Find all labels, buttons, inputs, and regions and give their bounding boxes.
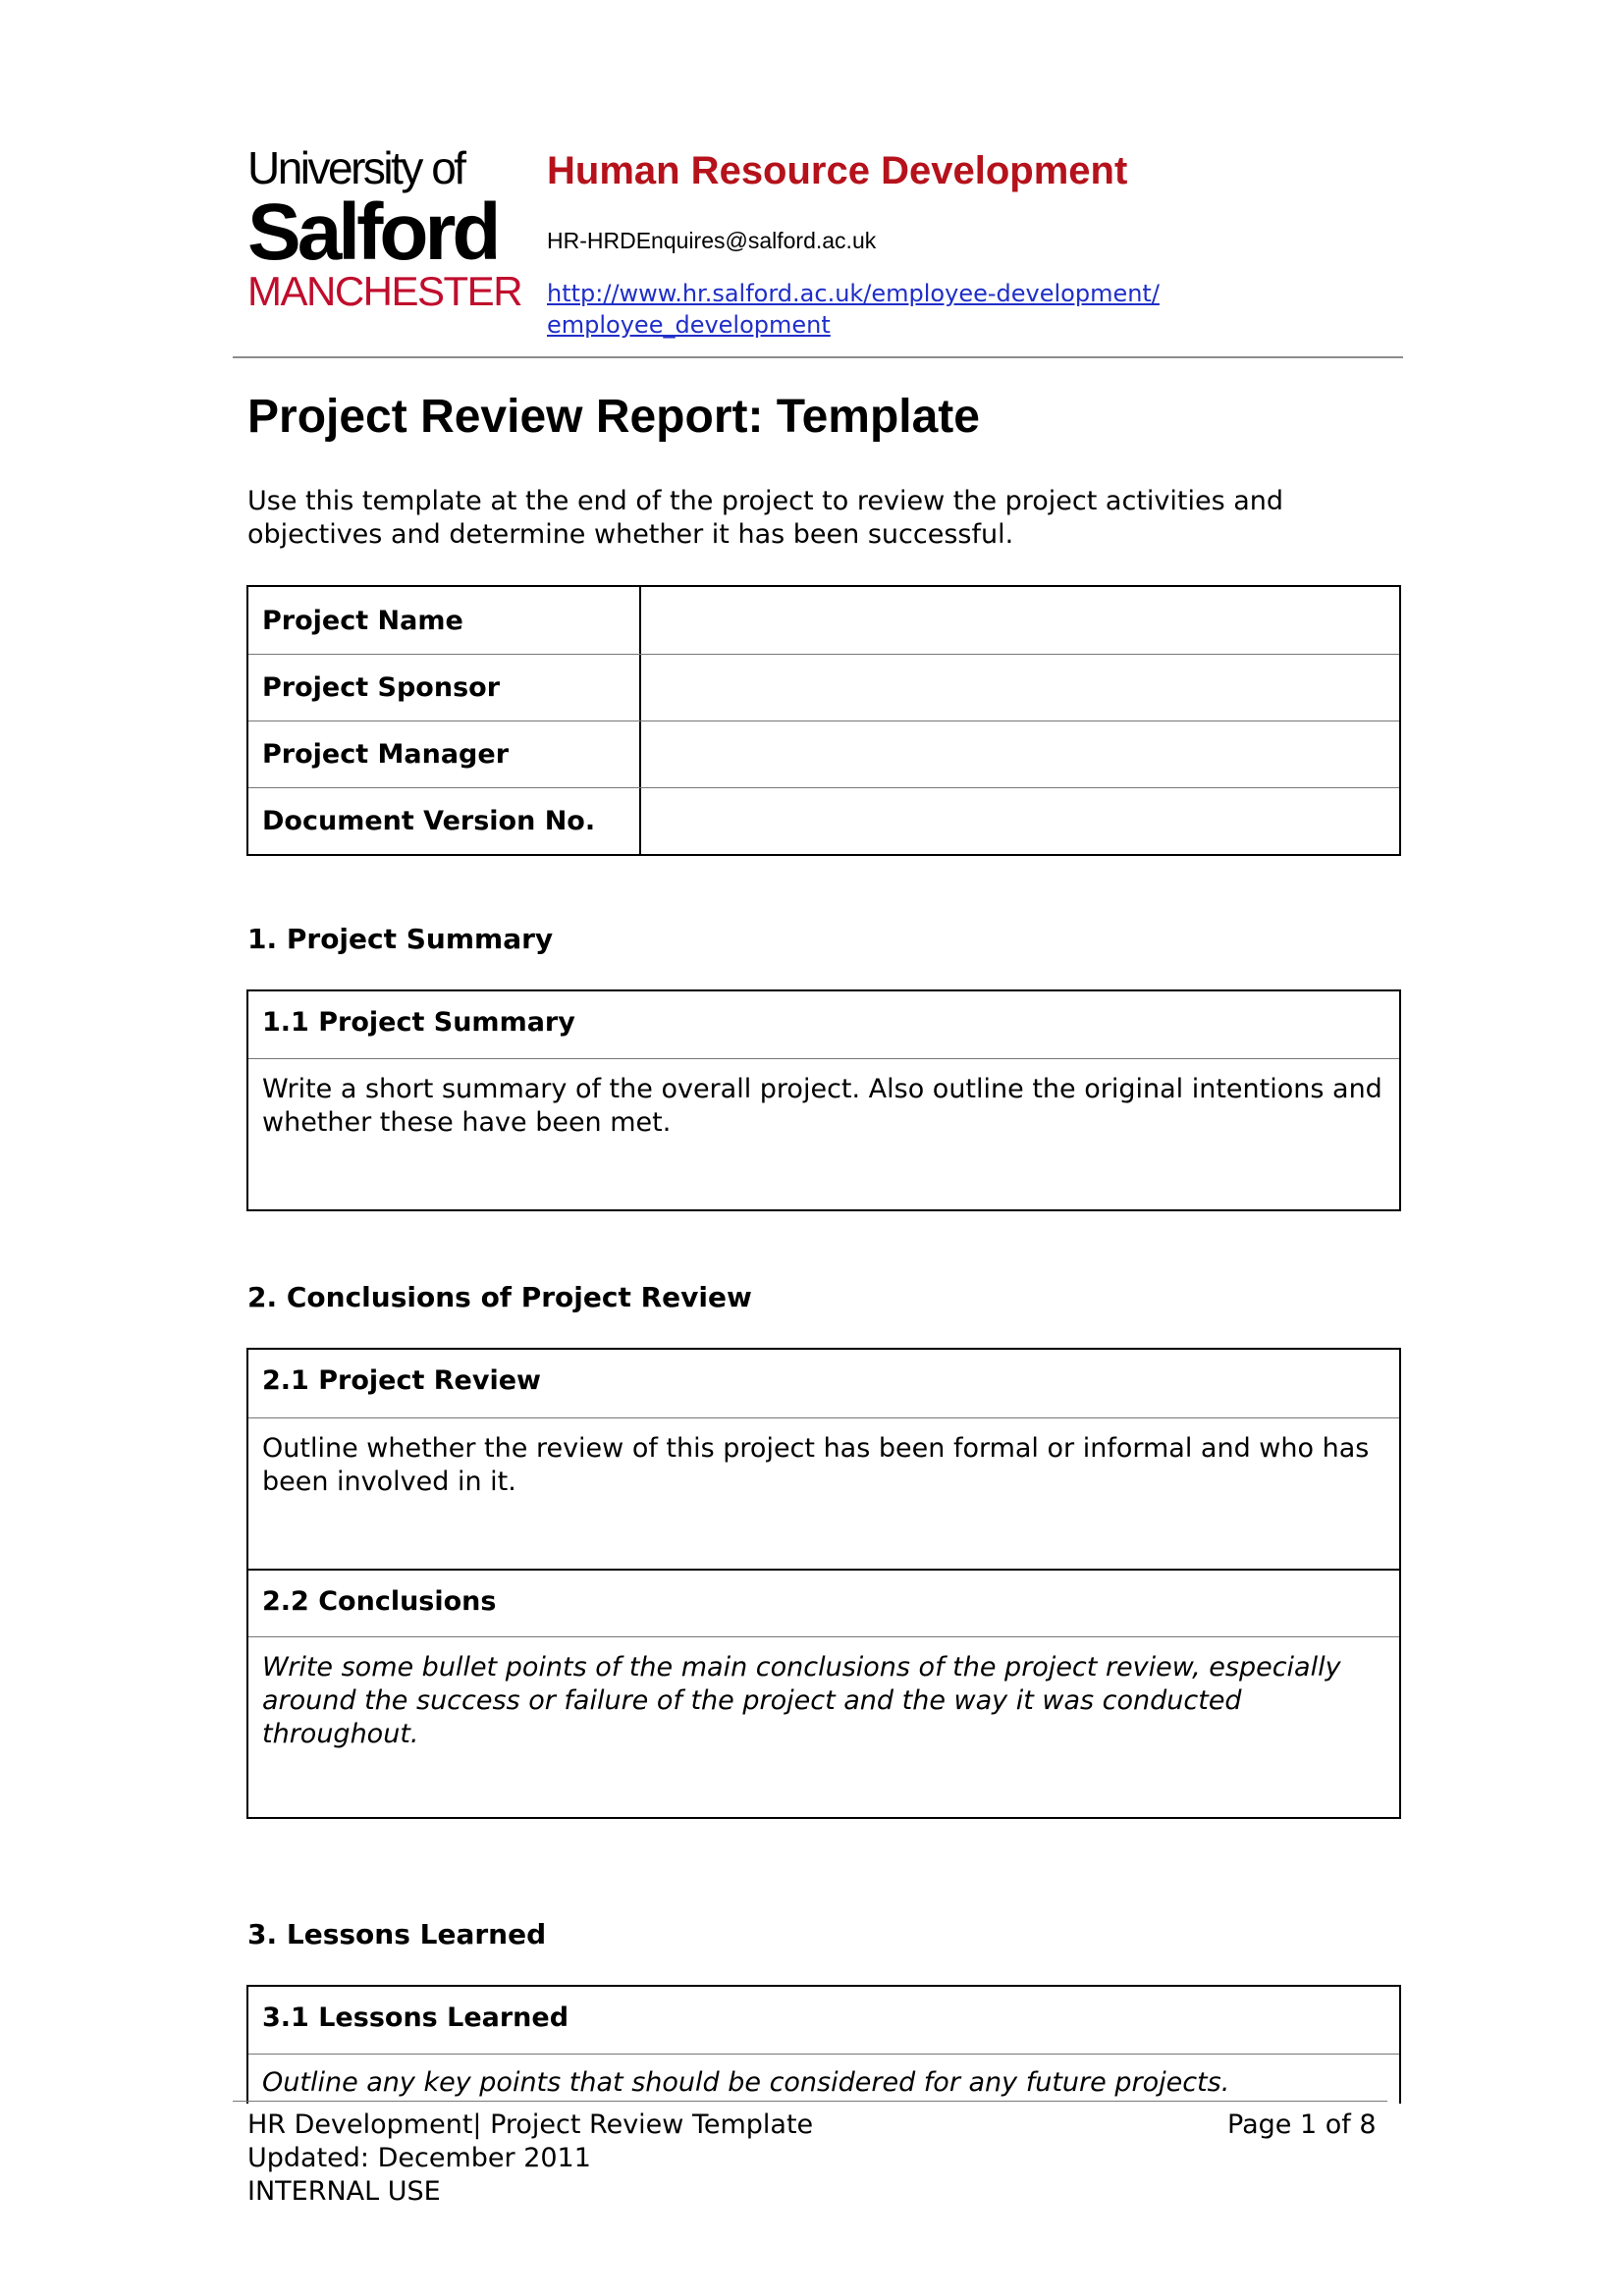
lessons-learned-box [246,1985,1401,2104]
project-manager-field[interactable] [641,721,1399,787]
table-row [248,587,1399,654]
footer-classification: INTERNAL USE [247,2176,441,2207]
website-link-line-2[interactable]: employee_development [547,311,831,339]
footer-updated: Updated: December 2011 [247,2143,591,2173]
logo-line-3: MANCHESTER [247,268,522,314]
section-3-heading: 3. Lessons Learned [247,1918,547,1950]
project-review-box-text[interactable]: Outline whether the review of this project has been formal or informal and who has been involved in it. [248,1417,1399,1569]
logo-line-1: University of [247,142,464,193]
section-1-heading: 1. Project Summary [247,923,554,955]
project-review-box-title: 2.1 Project Review [262,1365,541,1396]
project-summary-box [246,989,1401,1211]
footer-divider [233,2101,1387,2102]
document-version-label: Document Version No. [248,788,641,854]
document-title: Project Review Report: Template [247,391,980,443]
project-review-box [246,1348,1401,1819]
page-number: Page 1 of 8 [1227,2109,1377,2140]
website-link[interactable] [547,278,1234,341]
lessons-learned-box-title: 3.1 Lessons Learned [262,2002,569,2033]
department-title: Human Resource Development [547,149,1128,192]
intro-paragraph: Use this template at the end of the project to review the project activities and objectives and determine whether it has been successful. [247,486,1284,550]
project-sponsor-field[interactable] [641,655,1399,721]
lessons-learned-box-text[interactable]: Outline any key points that should be considered for any future projects. [248,2054,1399,2104]
document-version-field[interactable] [641,788,1399,854]
website-link-line-1[interactable]: http://www.hr.salford.ac.uk/employee-development/ [547,280,1160,307]
project-info-table [246,585,1401,856]
logo-line-2: Salford [247,187,498,277]
project-name-label: Project Name [248,587,641,654]
conclusions-box-title: 2.2 Conclusions [248,1569,1399,1636]
table-row [248,721,1399,787]
conclusions-box-text[interactable]: Write some bullet points of the main conclusions of the project review, especially around the success or failure of the project and the way it was conducted throughout. [248,1636,1399,1817]
header-divider [233,356,1403,358]
section-2-heading: 2. Conclusions of Project Review [247,1281,752,1313]
table-row [248,654,1399,721]
project-summary-box-text[interactable]: Write a short summary of the overall project. Also outline the original intentions and whether these have been met. [248,1058,1399,1209]
table-row [248,787,1399,854]
footer [247,2109,813,2209]
project-name-field[interactable] [641,587,1399,654]
project-sponsor-label: Project Sponsor [248,655,641,721]
footer-doc-name: HR Development| Project Review Template [247,2109,814,2140]
contact-email: HR-HRDEnquires@salford.ac.uk [547,228,877,253]
university-logo [247,142,522,314]
project-summary-box-title: 1.1 Project Summary [262,1007,575,1038]
project-manager-label: Project Manager [248,721,641,787]
